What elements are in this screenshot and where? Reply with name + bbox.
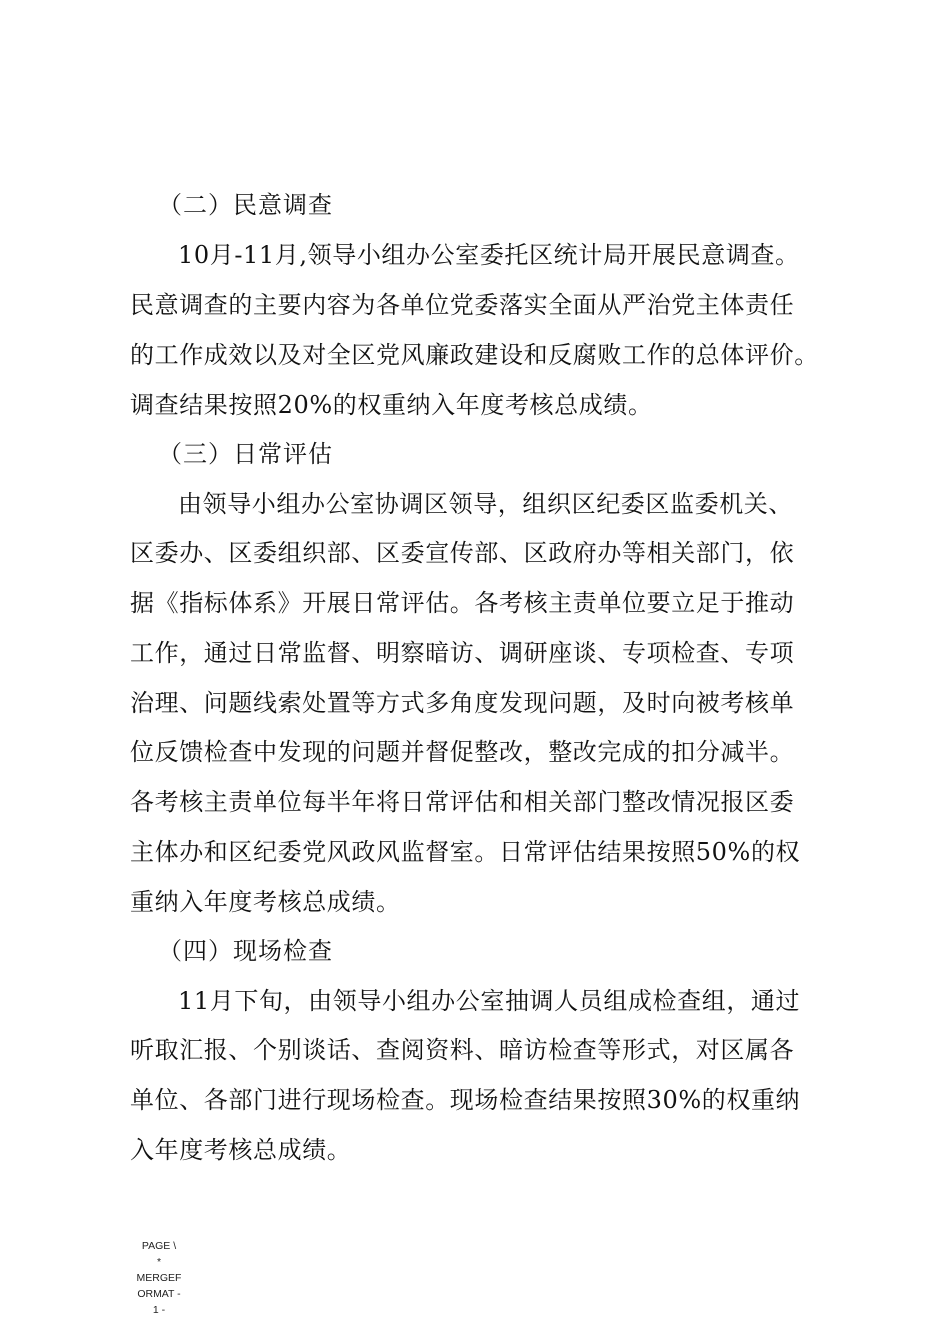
- paragraph-line: 工作，通过日常监督、明察暗访、调研座谈、专项检查、专项: [130, 639, 795, 667]
- footer-line: *: [156, 1256, 162, 1268]
- paragraph-line: 民意调查的主要内容为各单位党委落实全面从严治党主体责任: [130, 291, 795, 319]
- section-heading-survey: （二）民意调查: [158, 191, 333, 219]
- paragraph-line: 的工作成效以及对全区党风廉政建设和反腐败工作的总体评价。: [130, 341, 819, 369]
- footer-line: MERGEF: [136, 1272, 182, 1284]
- footer-line: 1 -: [152, 1304, 166, 1316]
- paragraph-line: 11月下旬，由领导小组办公室抽调人员组成检查组，通过: [178, 987, 801, 1015]
- paragraph-line: 主体办和区纪委党风政风监督室。日常评估结果按照50%的权: [130, 838, 801, 866]
- paragraph-line: 据《指标体系》开展日常评估。各考核主责单位要立足于推动: [130, 589, 795, 617]
- paragraph-line: 由领导小组办公室协调区领导，组织区纪委区监委机关、: [178, 490, 793, 518]
- footer-line: ORMAT -: [137, 1288, 181, 1300]
- section-heading-daily-assessment: （三）日常评估: [158, 440, 333, 468]
- paragraph-line: 单位、各部门进行现场检查。现场检查结果按照30%的权重纳: [130, 1086, 801, 1114]
- paragraph-line: 10月-11月,领导小组办公室委托区统计局开展民意调查。: [178, 241, 800, 269]
- paragraph-line: 入年度考核总成绩。: [130, 1136, 352, 1164]
- paragraph-line: 治理、问题线索处置等方式多角度发现问题，及时向被考核单: [130, 689, 795, 717]
- paragraph-line: 听取汇报、个别谈话、查阅资料、暗访检查等形式，对区属各: [130, 1036, 795, 1064]
- paragraph-line: 区委办、区委组织部、区委宣传部、区政府办等相关部门，依: [130, 539, 795, 567]
- paragraph-line: 重纳入年度考核总成绩。: [130, 888, 401, 916]
- page-number-field: [128, 1238, 190, 1318]
- paragraph-line: 调查结果按照20%的权重纳入年度考核总成绩。: [130, 391, 653, 419]
- footer-line: PAGE \: [141, 1240, 177, 1252]
- paragraph-line: 位反馈检查中发现的问题并督促整改，整改完成的扣分减半。: [130, 738, 795, 766]
- section-heading-onsite-inspection: （四）现场检查: [158, 937, 333, 965]
- paragraph-line: 各考核主责单位每半年将日常评估和相关部门整改情况报区委: [130, 788, 795, 816]
